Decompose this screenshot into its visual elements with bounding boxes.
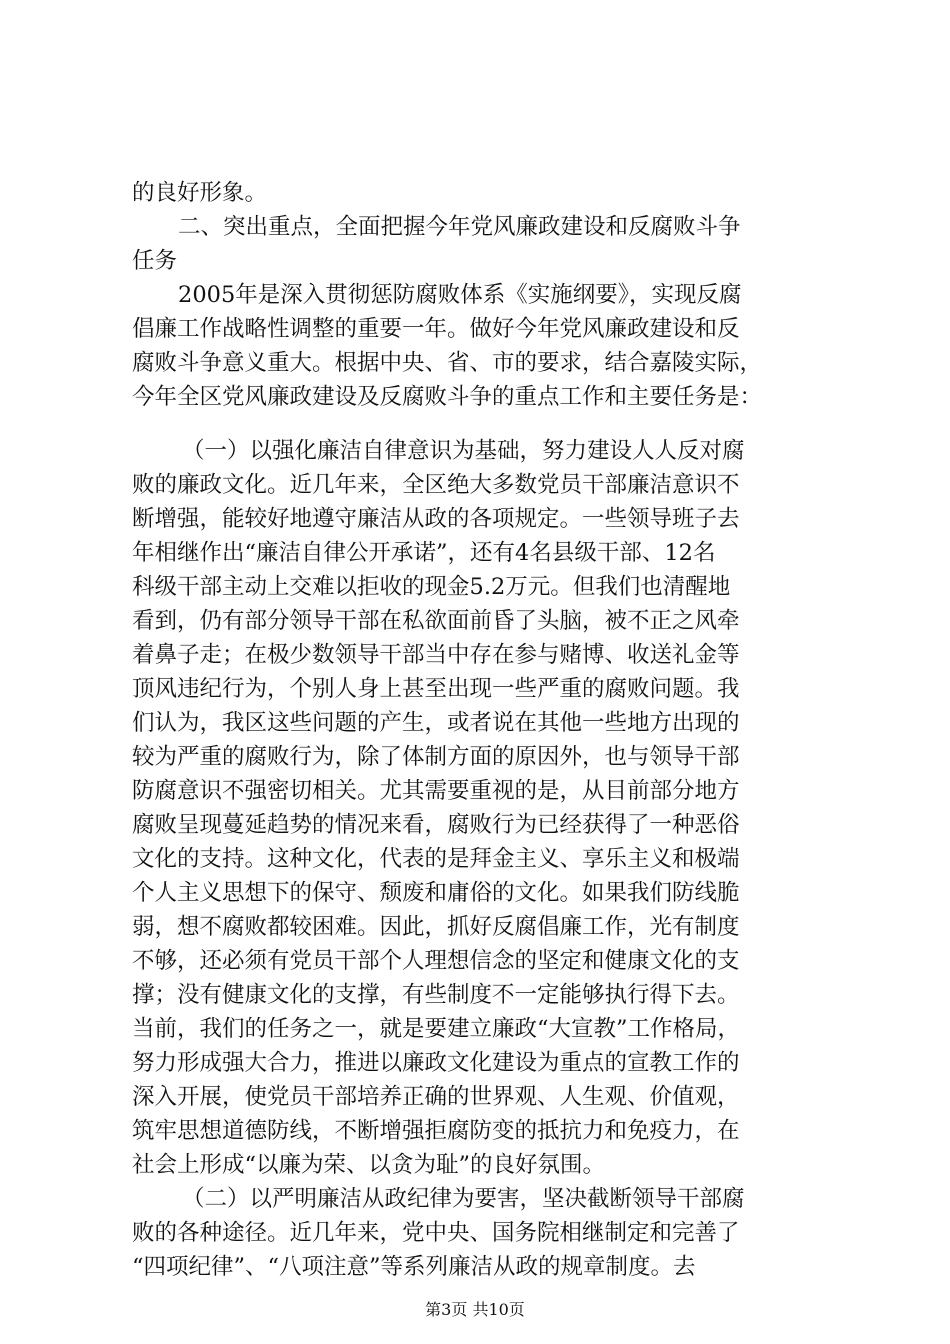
text-line: “四项纪律”、“八项注意”等系列廉洁从政的规章制度。去	[132, 1254, 696, 1280]
subsection-line: （二）以严明廉洁从政纪律为要害，坚决截断领导干部腐	[182, 1186, 745, 1212]
text-line: 筑牢思想道德防线，不断增强拒腐防变的抵抗力和免疫力，在	[132, 1118, 740, 1144]
text-line: 防腐意识不强密切相关。尤其需要重视的是，从目前部分地方	[132, 778, 740, 804]
page-number: 第3页 共10页	[425, 1300, 525, 1319]
section-heading-continued: 任务	[132, 248, 178, 274]
text-line: 断增强，能较好地遵守廉洁从政的各项规定。一些领导班子去	[132, 506, 740, 532]
text-line: 腐败呈现蔓延趋势的情况来看，腐败行为已经获得了一种恶俗	[132, 812, 740, 838]
text-line: 今年全区党风廉政建设及反腐败斗争的重点工作和主要任务是：	[132, 384, 763, 410]
text-line: 不够，还必须有党员干部个人理想信念的坚定和健康文化的支	[132, 948, 740, 974]
paragraph-gap	[132, 414, 828, 434]
text-line: 年相继作出“廉洁自律公开承诺”，还有4名县级干部、12名	[132, 540, 716, 566]
text-line: 看到，仍有部分领导干部在私欲面前昏了头脑，被不正之风牵	[132, 608, 740, 634]
text-line: 努力形成强大合力，推进以廉政文化建设为重点的宣教工作的	[132, 1050, 740, 1076]
text-line: 较为严重的腐败行为，除了体制方面的原因外，也与领导干部	[132, 744, 740, 770]
text-line: 弱，想不腐败都较困难。因此，抓好反腐倡廉工作，光有制度	[132, 914, 740, 940]
page-footer	[0, 1300, 950, 1320]
text-line: 当前，我们的任务之一，就是要建立廉政“大宣教”工作格局，	[132, 1016, 741, 1042]
text-line: 的良好形象。	[132, 180, 268, 206]
text-line: 败的廉政文化。近几年来，全区绝大多数党员干部廉洁意识不	[132, 472, 740, 498]
section-heading: 二、突出重点，全面把握今年党风廉政建设和反腐败斗争	[178, 214, 741, 240]
text-line: 社会上形成“以廉为荣、以贪为耻”的良好氛围。	[132, 1152, 606, 1178]
document-body	[132, 176, 828, 1284]
text-line: 败的各种途径。近几年来，党中央、国务院相继制定和完善了	[132, 1220, 740, 1246]
text-line: 撑；没有健康文化的支撑，有些制度不一定能够执行得下去。	[132, 982, 740, 1008]
text-line: 倡廉工作战略性调整的重要一年。做好今年党风廉政建设和反	[132, 316, 740, 342]
text-line: 们认为，我区这些问题的产生，或者说在其他一些地方出现的	[132, 710, 740, 736]
text-line: 顶风违纪行为，个别人身上甚至出现一些严重的腐败问题。我	[132, 676, 740, 702]
text-line: 深入开展，使党员干部培养正确的世界观、人生观、价值观，	[132, 1084, 740, 1110]
text-line: 2005年是深入贯彻惩防腐败体系《实施纲要》，实现反腐	[178, 282, 742, 308]
text-line: 科级干部主动上交难以拒收的现金5.2万元。但我们也清醒地	[132, 574, 731, 600]
text-line: 腐败斗争意义重大。根据中央、省、市的要求，结合嘉陵实际，	[132, 350, 763, 376]
text-line: 着鼻子走；在极少数领导干部当中存在参与赌博、收送礼金等	[132, 642, 740, 668]
text-line: 个人主义思想下的保守、颓废和庸俗的文化。如果我们防线脆	[132, 880, 740, 906]
subsection-line: （一）以强化廉洁自律意识为基础，努力建设人人反对腐	[182, 438, 745, 464]
text-line: 文化的支持。这种文化，代表的是拜金主义、享乐主义和极端	[132, 846, 740, 872]
